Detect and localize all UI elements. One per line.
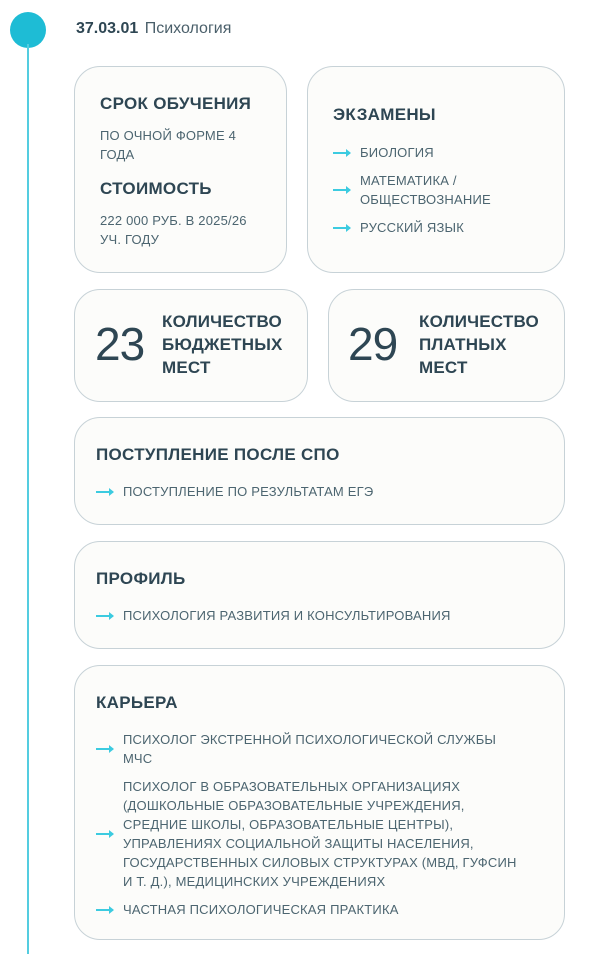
arrow-right-icon [96, 615, 113, 617]
profile-item: ПСИХОЛОГИЯ РАЗВИТИЯ И КОНСУЛЬТИРОВАНИЯ [96, 606, 536, 625]
spo-list [96, 482, 536, 501]
timeline-dot [10, 12, 46, 48]
budget-places-card [74, 289, 308, 402]
arrow-right-icon [333, 152, 350, 154]
duration-title: СРОК ОБУЧЕНИЯ [100, 94, 252, 113]
study-info-card [74, 66, 287, 273]
paid-places-number: 29 [348, 318, 398, 370]
arrow-right-icon [333, 189, 350, 191]
program-name: Психология [144, 20, 232, 37]
exams-card [307, 66, 565, 273]
budget-places-label: КОЛИЧЕСТВО БЮДЖЕТНЫХ МЕСТ [162, 312, 283, 377]
exam-item: БИОЛОГИЯ [333, 143, 538, 162]
paid-places-label: КОЛИЧЕСТВО ПЛАТНЫХ МЕСТ [419, 312, 539, 377]
program-header [76, 20, 231, 38]
arrow-right-icon [96, 909, 113, 911]
budget-places-number: 23 [95, 318, 145, 370]
duration-text: ПО ОЧНОЙ ФОРМЕ 4 ГОДА [100, 128, 237, 162]
cost-title: СТОИМОСТЬ [100, 179, 212, 198]
career-item: ПСИХОЛОГ В ОБРАЗОВАТЕЛЬНЫХ ОРГАНИЗАЦИЯХ (ДОШКОЛЬНЫЕ ОБРАЗОВАТЕЛЬНЫЕ УЧРЕЖДЕНИЯ, СРЕДНИЕ ШКОЛЫ, ОБРАЗОВАТЕЛЬНЫЕ ЦЕНТРЫ), УПРАВЛЕНИЯХ СОЦИАЛЬНОЙ ЗАЩИТЫ НАСЕЛЕНИЯ, ГОСУДАРСТВЕННЫХ СИЛОВЫХ СТРУКТУРАХ (МВД, ГУФСИН И Т. Д.), МЕДИЦИНСКИХ УЧРЕЖДЕНИЯХ [96, 777, 526, 891]
program-code: 37.03.01 [76, 20, 139, 37]
spo-card [74, 417, 565, 525]
career-item: ПСИХОЛОГ ЭКСТРЕННОЙ ПСИХОЛОГИЧЕСКОЙ СЛУЖБЫ МЧС [96, 730, 526, 768]
exams-title: ЭКЗАМЕНЫ [333, 105, 436, 124]
career-list [96, 730, 526, 919]
arrow-right-icon [333, 227, 350, 229]
spo-item: ПОСТУПЛЕНИЕ ПО РЕЗУЛЬТАТАМ ЕГЭ [96, 482, 536, 501]
career-item: ЧАСТНАЯ ПСИХОЛОГИЧЕСКАЯ ПРАКТИКА [96, 900, 526, 919]
career-title: КАРЬЕРА [96, 693, 178, 712]
cost-text: 222 000 РУБ. В 2025/26 УЧ. ГОДУ [100, 213, 247, 247]
timeline-line [27, 44, 29, 954]
profile-card [74, 541, 565, 649]
spo-title: ПОСТУПЛЕНИЕ ПОСЛЕ СПО [96, 445, 340, 464]
arrow-right-icon [96, 491, 113, 493]
paid-places-card [328, 289, 565, 402]
exam-item: МАТЕМАТИКА / ОБЩЕСТВОЗНАНИЕ [333, 171, 538, 209]
profile-title: ПРОФИЛЬ [96, 569, 186, 588]
arrow-right-icon [96, 833, 113, 835]
exams-list [333, 143, 538, 237]
profile-list [96, 606, 536, 625]
career-card [74, 665, 565, 940]
exam-item: РУССКИЙ ЯЗЫК [333, 218, 538, 237]
arrow-right-icon [96, 748, 113, 750]
